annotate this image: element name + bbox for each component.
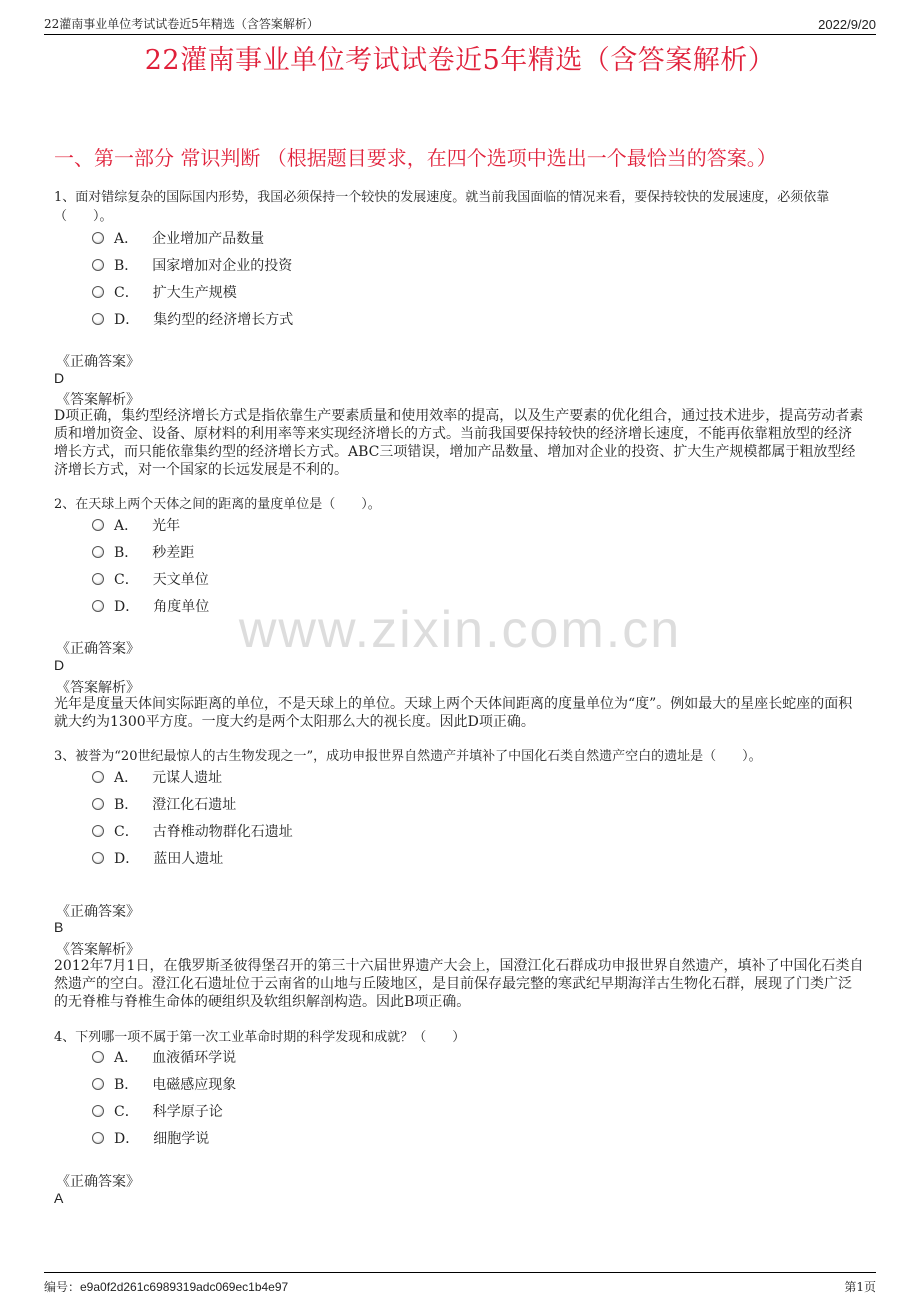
q3-explanation-label: 《答案解析》 (56, 942, 140, 958)
question-4-text: 4、下列哪一项不属于第一次工业革命时期的科学发现和成就？（ ） (54, 1030, 466, 1045)
radio-icon[interactable] (92, 825, 104, 837)
page-footer (44, 1272, 876, 1295)
radio-icon[interactable] (92, 232, 104, 244)
q3-option-c[interactable]: C． 古脊椎动物群化石遗址 (92, 821, 293, 841)
q2-answer: D (54, 657, 65, 673)
radio-icon[interactable] (92, 546, 104, 558)
q3-answer: B (54, 919, 64, 935)
q1-option-a[interactable]: A． 企业增加产品数量 (92, 228, 264, 248)
radio-icon[interactable] (92, 519, 104, 531)
q4-option-c[interactable]: C． 科学原子论 (92, 1101, 223, 1121)
radio-icon[interactable] (92, 771, 104, 783)
radio-icon[interactable] (92, 313, 104, 325)
q1-explanation-label: 《答案解析》 (56, 392, 140, 408)
watermark: www.zixin.com.cn (238, 601, 682, 659)
question-3-text: 3、被誉为“20世纪最惊人的古生物发现之一”，成功申报世界自然遗产并填补了中国化石类自然遗产空白的遗址是（ ）。 (54, 749, 762, 764)
radio-icon[interactable] (92, 1105, 104, 1117)
q2-option-b[interactable]: B． 秒差距 (92, 542, 194, 562)
q3-explanation: 2012年7月1日，在俄罗斯圣彼得堡召开的第三十六届世界遗产大会上，国澄江化石群成功申报世界自然遗产，填补了中国化石类自然遗产的空白。澄江化石遗址位于云南省的山地与丘陵地区，是目前保存最完整的寒武纪早期海洋古生物化石群，展现了门类广泛的无脊椎与脊椎生命体的硬组织及软组织解剖构造。因此B项正确。 (54, 958, 864, 1010)
radio-icon[interactable] (92, 573, 104, 585)
radio-icon[interactable] (92, 1051, 104, 1063)
q3-option-a[interactable]: A． 元谋人遗址 (92, 767, 222, 787)
radio-icon[interactable] (92, 1132, 104, 1144)
radio-icon[interactable] (92, 259, 104, 271)
q4-answer: A (54, 1190, 64, 1206)
q2-option-c[interactable]: C． 天文单位 (92, 569, 209, 589)
q2-answer-label: 《正确答案》 (56, 641, 140, 657)
radio-icon[interactable] (92, 600, 104, 612)
q2-explanation: 光年是度量天体间实际距离的单位，不是天球上的单位。天球上两个天体间距离的度量单位为“度”。例如最大的星座长蛇座的面积就大约为1300平方度。一度大约是两个太阳那么大的视长度。因此D项正确。 (54, 696, 853, 730)
section-heading: 一、第一部分 常识判断 （根据题目要求，在四个选项中选出一个最恰当的答案。） (54, 146, 777, 170)
q3-option-d[interactable]: D． 蓝田人遗址 (92, 848, 223, 868)
q3-answer-label: 《正确答案》 (56, 904, 140, 920)
q1-option-d[interactable]: D． 集约型的经济增长方式 (92, 309, 293, 329)
radio-icon[interactable] (92, 798, 104, 810)
document-code: 编号：e9a0f2d261c6989319adc069ec1b4e97 (44, 1280, 289, 1294)
header-title: 22灌南事业单位考试试卷近5年精选（含答案解析） (44, 17, 319, 31)
document-title: 22灌南事业单位考试试卷近5年精选（含答案解析） (144, 45, 776, 76)
q1-answer-label: 《正确答案》 (56, 354, 140, 370)
q1-explanation: D项正确，集约型经济增长方式是指依靠生产要素质量和使用效率的提高，以及生产要素的优化组合，通过技术进步，提高劳动者素质和增加资金、设备、原材料的利用率等来实现经济增长的方式。当前我国要保持较快的经济增长速度，不能再依靠粗放型的经济增长方式，而只能依靠集约型的经济增长方式。ABC三项错误，增加产品数量、增加对企业的投资、扩大生产规模都属于粗放型经济增长方式，对一个国家的长远发展是不利的。 (54, 408, 864, 478)
q1-answer: D (54, 370, 65, 386)
radio-icon[interactable] (92, 1078, 104, 1090)
page-number: 第1页 (844, 1280, 876, 1294)
header-date: 2022/9/20 (818, 17, 876, 32)
q1-option-b[interactable]: B． 国家增加对企业的投资 (92, 255, 292, 275)
q4-option-a[interactable]: A． 血液循环学说 (92, 1047, 236, 1067)
q4-option-b[interactable]: B． 电磁感应现象 (92, 1074, 236, 1094)
q1-option-c[interactable]: C． 扩大生产规模 (92, 282, 237, 302)
q2-option-d[interactable]: D． 角度单位 (92, 596, 209, 616)
question-1-text: 1、面对错综复杂的国际国内形势，我国必须保持一个较快的发展速度。就当前我国面临的情况来看，要保持较快的发展速度，必须依靠（ ）。 (54, 190, 830, 224)
radio-icon[interactable] (92, 852, 104, 864)
q2-option-a[interactable]: A． 光年 (92, 515, 180, 535)
q4-answer-label: 《正确答案》 (56, 1174, 140, 1190)
question-2-text: 2、在天球上两个天体之间的距离的量度单位是（ ）。 (54, 497, 381, 512)
page-header (44, 12, 876, 35)
q2-explanation-label: 《答案解析》 (56, 680, 140, 696)
radio-icon[interactable] (92, 286, 104, 298)
q4-option-d[interactable]: D． 细胞学说 (92, 1128, 209, 1148)
q3-option-b[interactable]: B． 澄江化石遗址 (92, 794, 236, 814)
